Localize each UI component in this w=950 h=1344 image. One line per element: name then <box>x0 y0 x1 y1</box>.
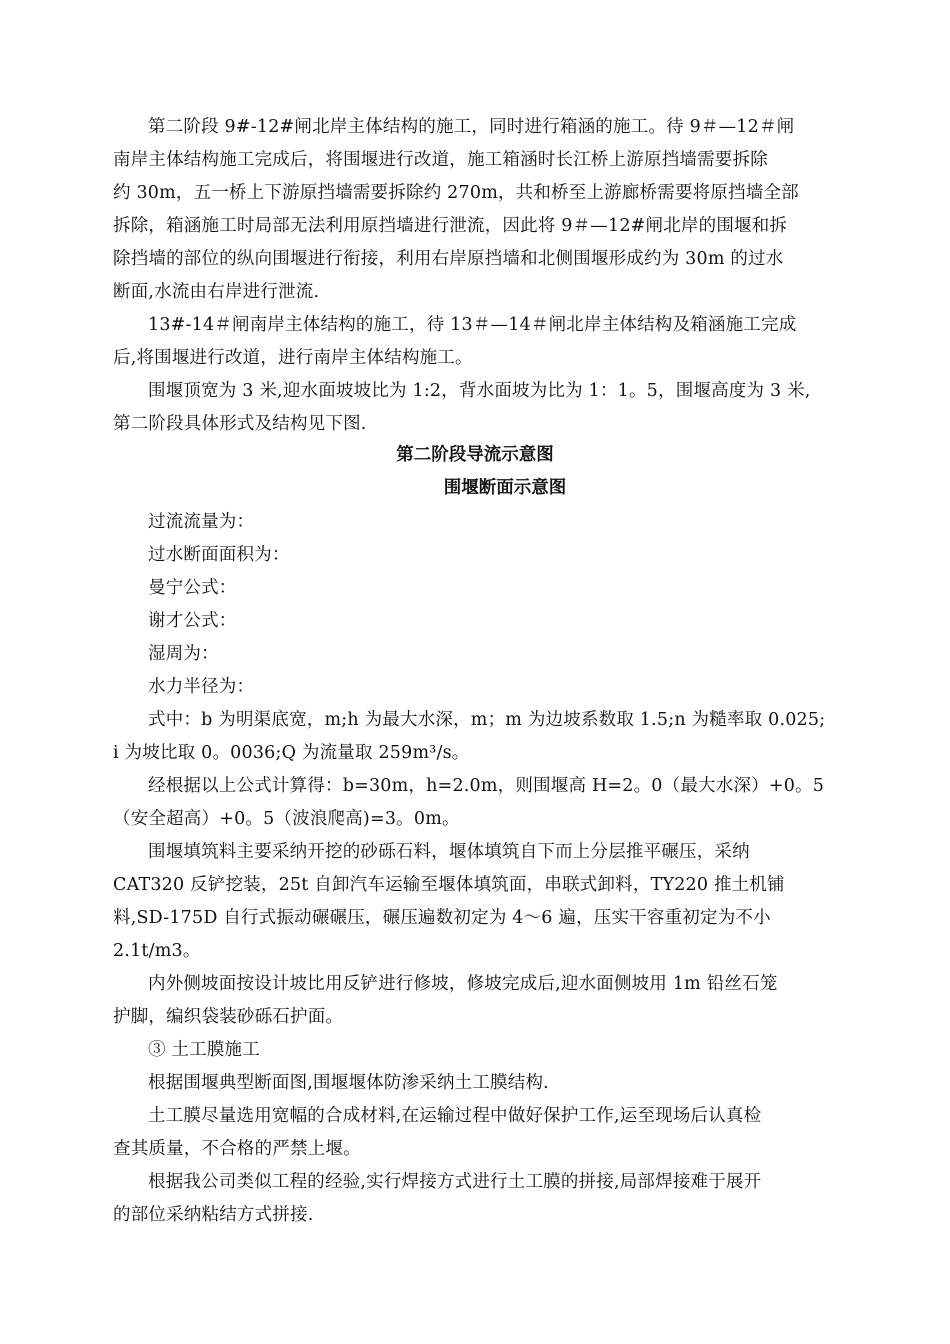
text-line: 2.1t/m3。 <box>113 941 201 961</box>
formula-label: 水力半径为： <box>148 677 255 697</box>
formula-label: 谢才公式： <box>148 611 237 631</box>
figure-title: 围堰断面示意图 <box>443 478 567 498</box>
text-line: 13#-14＃闸南岸主体结构的施工，待 13＃—14＃闸北岸主体结构及箱涵施工完成 <box>148 315 797 335</box>
text-line: i 为坡比取 0。0036;Q 为流量取 259m³/s。 <box>113 743 470 763</box>
text-line: 料,SD-175D 自行式振动碾碾压，碾压遍数初定为 4～6 遍，压实干容重初定为不小 <box>113 908 771 928</box>
text-line: 围堰填筑料主要采纳开挖的砂砾石料，堰体填筑自下而上分层推平碾压，采纳 <box>148 842 750 862</box>
formula-label: 湿周为： <box>148 644 219 664</box>
text-line: 拆除，箱涵施工时局部无法利用原挡墙进行泄流，因此将 9＃—12#闸北岸的围堰和拆 <box>113 216 788 236</box>
text-line: 约 30m，五一桥上下游原挡墙需要拆除约 270m，共和桥至上游廊桥需要将原挡墙全部 <box>113 183 799 203</box>
text-line: （安全超高）+0。5（波浪爬高)=3。0m。 <box>113 809 460 829</box>
formula-label: 曼宁公式： <box>148 578 237 598</box>
text-line: 除挡墙的部位的纵向围堰进行衔接，利用右岸原挡墙和北侧围堰形成约为 30m 的过水 <box>113 249 784 269</box>
text-line: 查其质量，不合格的严禁上堰。 <box>113 1139 361 1159</box>
text-line: 式中：b 为明渠底宽，m;h 为最大水深，m；m 为边坡系数取 1.5;n 为糙率取 0.025; <box>148 710 826 730</box>
text-line: 断面,水流由右岸进行泄流. <box>113 282 320 302</box>
text-line: 经根据以上公式计算得：b=30m，h=2.0m，则围堰高 H=2。0（最大水深）+0。5 <box>148 776 825 796</box>
text-line: CAT320 反铲挖装，25t 自卸汽车运输至堰体填筑面，串联式卸料，TY220 推土机铺 <box>113 875 785 895</box>
formula-label: 过流流量为： <box>148 512 255 532</box>
text-line: 内外侧坡面按设计坡比用反铲进行修坡，修坡完成后,迎水面侧坡用 1m 铅丝石笼 <box>148 974 778 994</box>
figure-title: 第二阶段导流示意图 <box>396 445 554 465</box>
text-line: 的部位采纳粘结方式拼接. <box>113 1205 314 1225</box>
text-line: 第二阶段具体形式及结构见下图. <box>113 414 367 434</box>
text-line: 第二阶段 9#-12#闸北岸主体结构的施工，同时进行箱涵的施工。待 9＃—12＃闸 <box>148 117 795 137</box>
text-line: 南岸主体结构施工完成后，将围堰进行改道，施工箱涵时长江桥上游原挡墙需要拆除 <box>113 150 768 170</box>
text-line: 根据我公司类似工程的经验,实行焊接方式进行土工膜的拼接,局部焊接难于展开 <box>148 1172 762 1192</box>
text-line: 围堰顶宽为 3 米,迎水面坡坡比为 1:2，背水面坡为比为 1：1。5，围堰高度为 3 米, <box>148 381 811 401</box>
text-line: 根据围堰典型断面图,围堰堰体防渗采纳土工膜结构. <box>148 1073 549 1093</box>
formula-label: 过水断面面积为： <box>148 545 290 565</box>
text-line: 后,将围堰进行改道，进行南岸主体结构施工。 <box>113 348 473 368</box>
text-line: 土工膜尽量选用宽幅的合成材料,在运输过程中做好保护工作,运至现场后认真检 <box>148 1106 762 1126</box>
section-heading: ③ 土工膜施工 <box>148 1040 260 1060</box>
text-line: 护脚，编织袋装砂砾石护面。 <box>113 1007 344 1027</box>
